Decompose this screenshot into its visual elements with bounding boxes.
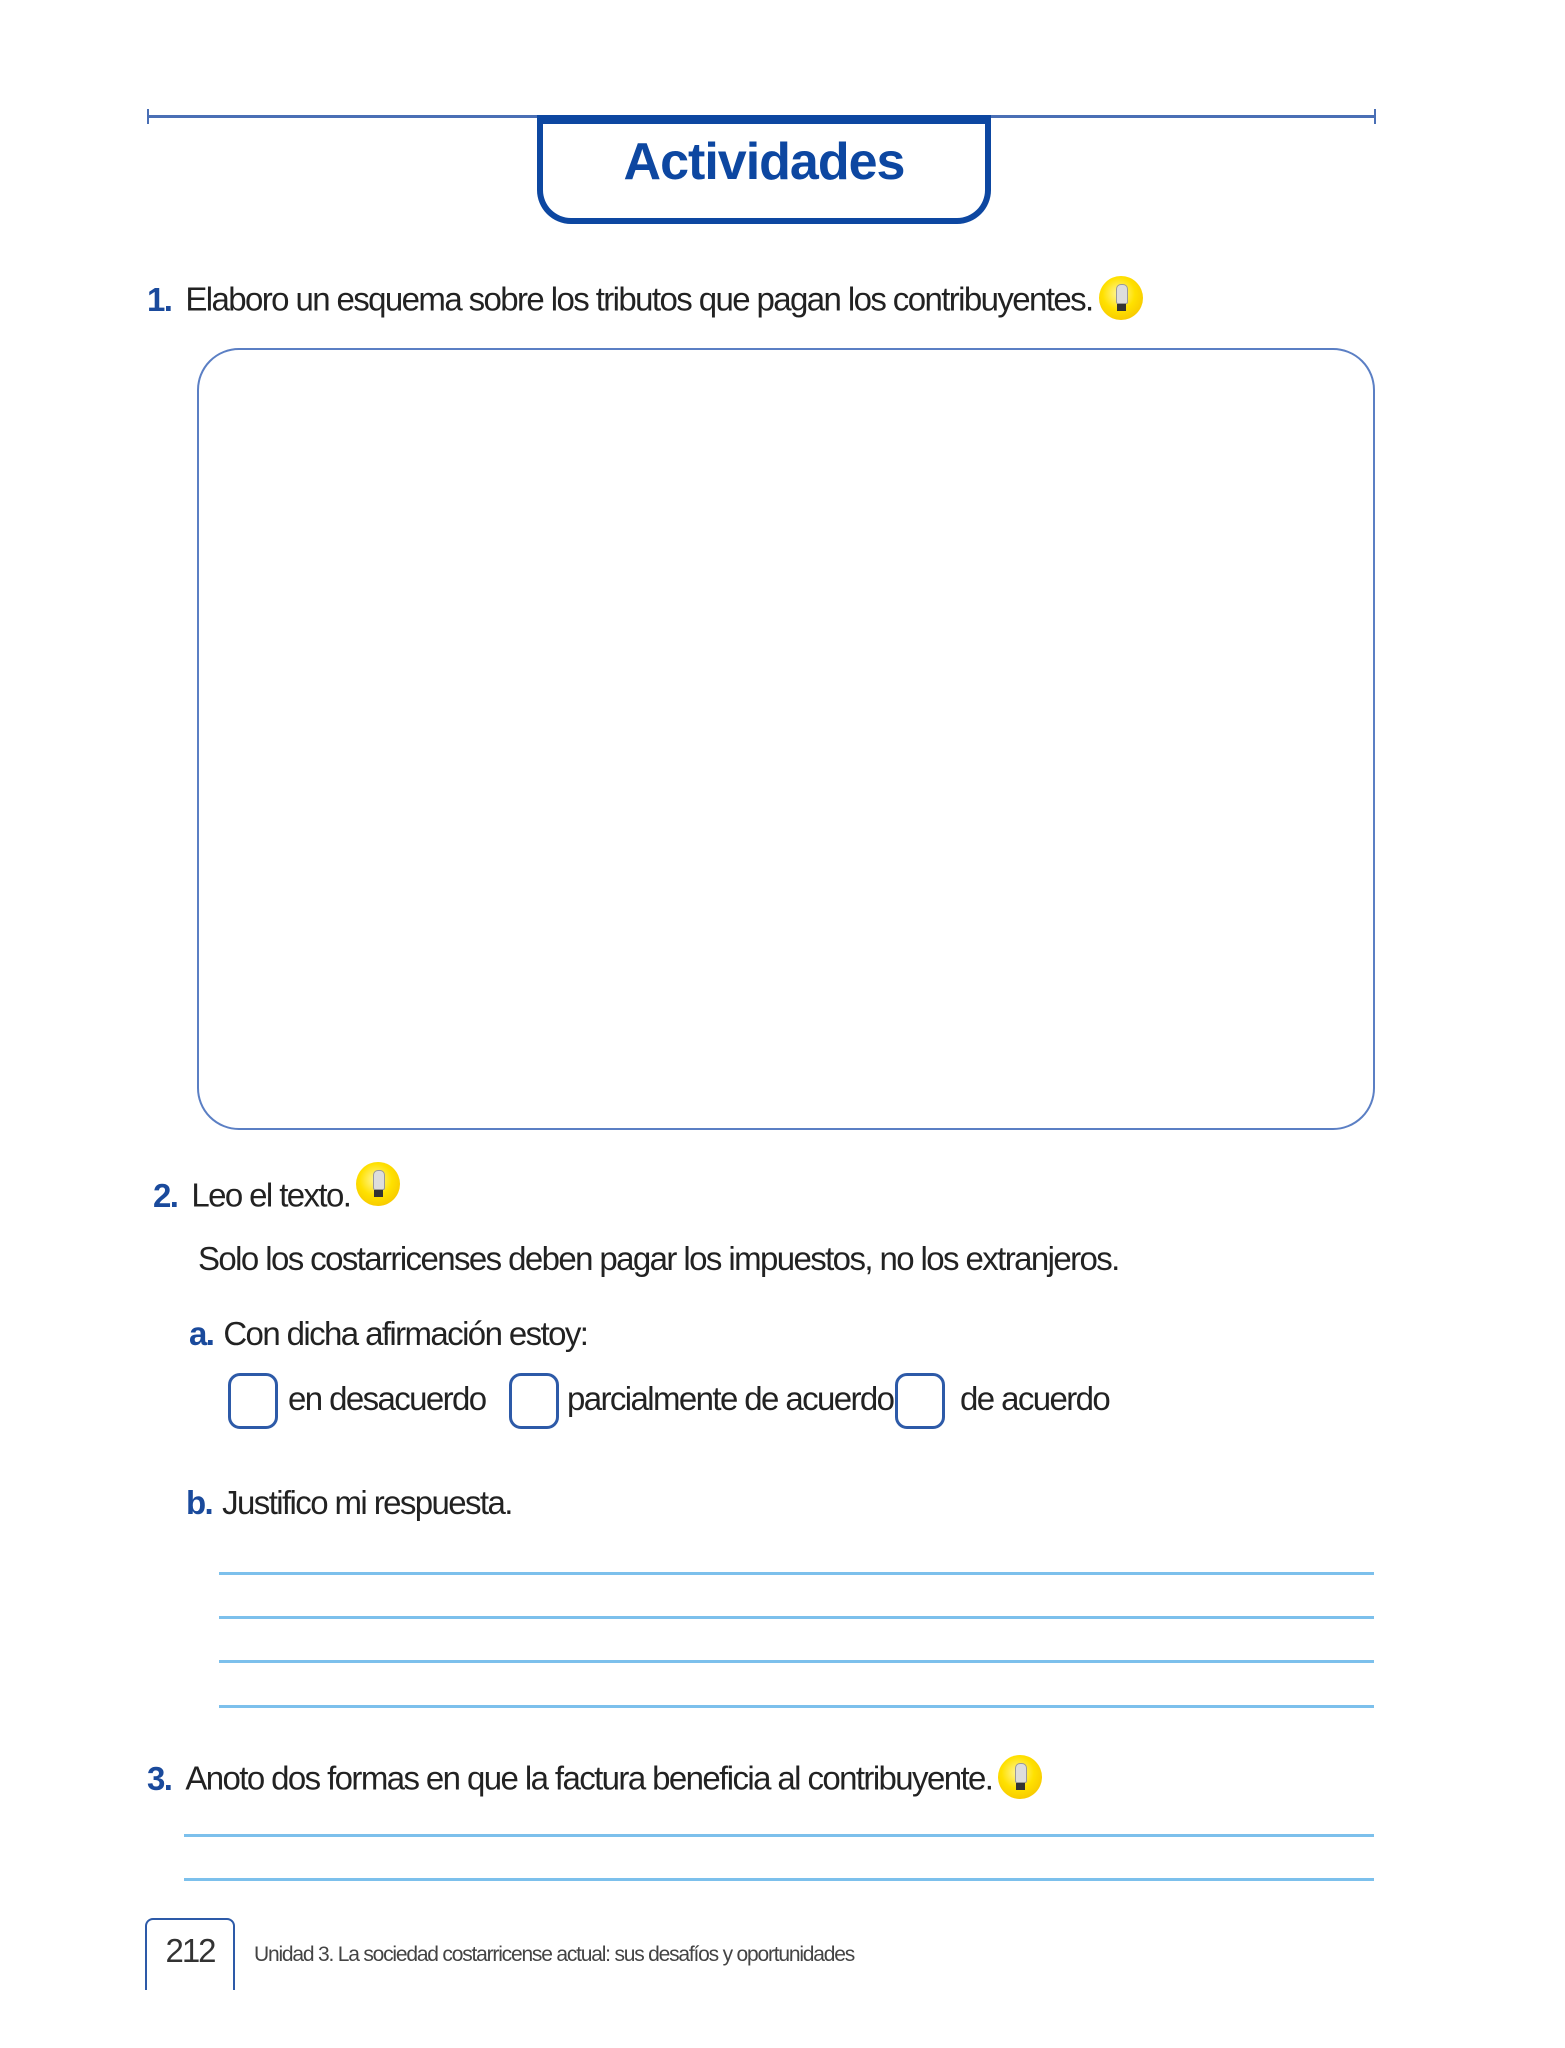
question-1 xyxy=(147,280,1143,324)
subquestion-b xyxy=(186,1484,512,1522)
subquestion-a xyxy=(189,1315,587,1353)
answer-line[interactable] xyxy=(184,1834,1374,1837)
answer-line[interactable] xyxy=(219,1616,1374,1619)
subquestion-letter: b. xyxy=(186,1484,213,1521)
lightbulb-icon xyxy=(998,1755,1042,1799)
answer-line[interactable] xyxy=(219,1572,1374,1575)
option-label: parcialmente de acuerdo xyxy=(567,1380,894,1417)
option-label: de acuerdo xyxy=(960,1380,1110,1417)
question-text: Leo el texto. xyxy=(191,1176,351,1214)
quoted-statement: Solo los costarricenses deben pagar los impuestos, no los extranjeros. xyxy=(198,1240,1119,1277)
page-title: Actividades xyxy=(623,133,905,191)
answer-line[interactable] xyxy=(219,1660,1374,1663)
checkbox-de-acuerdo[interactable] xyxy=(895,1373,945,1429)
question-3 xyxy=(147,1759,1042,1803)
option-label: en desacuerdo xyxy=(288,1380,486,1417)
subquestion-letter: a. xyxy=(189,1315,214,1352)
subquestion-text: Justifico mi respuesta. xyxy=(222,1484,512,1521)
lightbulb-icon xyxy=(356,1162,400,1206)
question-number: 1. xyxy=(147,280,172,318)
answer-line[interactable] xyxy=(219,1705,1374,1708)
question-number: 2. xyxy=(153,1176,178,1214)
page-number: 212 xyxy=(165,1932,215,1969)
checkbox-en-desacuerdo[interactable] xyxy=(228,1373,278,1429)
diagram-answer-box[interactable] xyxy=(197,348,1375,1130)
question-number: 3. xyxy=(147,1759,172,1797)
question-2 xyxy=(153,1176,400,1220)
subquestion-text: Con dicha afirmación estoy: xyxy=(223,1315,588,1352)
checkbox-parcialmente-de-acuerdo[interactable] xyxy=(509,1373,559,1429)
lightbulb-icon xyxy=(1099,276,1143,320)
footer-unit-title: Unidad 3. La sociedad costarricense actual: sus desafíos y oportunidades xyxy=(254,1943,855,1966)
question-text: Elaboro un esquema sobre los tributos que pagan los contribuyentes. xyxy=(185,280,1093,318)
answer-line[interactable] xyxy=(184,1878,1374,1881)
question-text: Anoto dos formas en que la factura beneficia al contribuyente. xyxy=(185,1759,993,1797)
